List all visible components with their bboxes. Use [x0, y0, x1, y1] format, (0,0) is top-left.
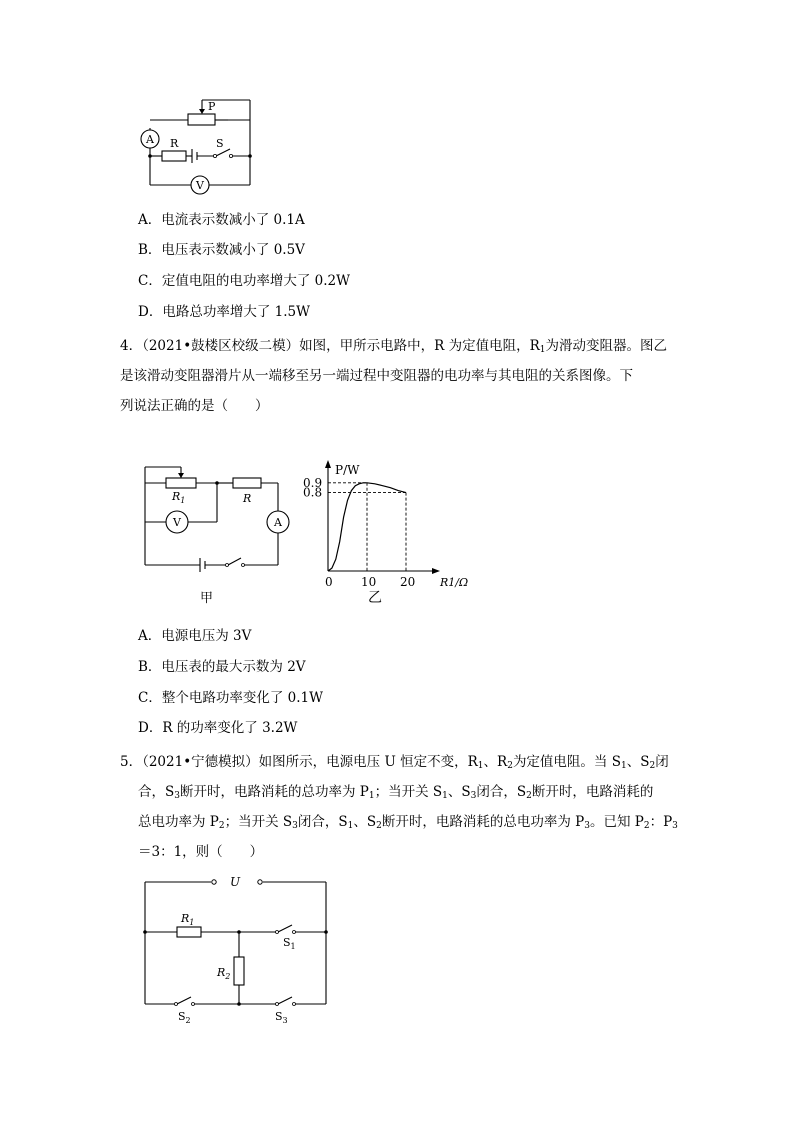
x-axis-label: R1/Ω — [440, 576, 469, 589]
q4-jia-label-r: R — [243, 492, 252, 505]
x-tick-label-2: 20 — [400, 575, 416, 589]
q4-jia-caption: 甲 — [200, 591, 214, 606]
q4-yi-caption: 乙 — [368, 590, 382, 605]
q5-label-u: U — [230, 875, 241, 889]
power-curve — [328, 483, 406, 571]
q5-stem-line-1: 5．（2021•宁德模拟）如图所示，电源电压 U 恒定不变，$R_1$、$R_2$为定值电阻。当 $S_1$、$S_2$闭 — [120, 754, 669, 771]
q4-jia-label-v: V — [173, 516, 181, 529]
q5-label-s1: $S_1$ — [283, 936, 296, 951]
q3-option-a: A．电流表示数减小了 0.1A — [138, 212, 305, 228]
q4-graph-yi — [295, 455, 480, 605]
q4-jia-label-a: A — [274, 516, 282, 529]
q4-jia-label-r1: $R_1$ — [172, 490, 186, 505]
y-tick-label-1: 0.9 — [303, 475, 323, 490]
q4-stem-line-3: 列说法正确的是（ ） — [120, 398, 269, 414]
x-tick-label-1: 10 — [361, 575, 377, 589]
y-tick-label-0: 0.8 — [303, 485, 323, 500]
q4-option-d: D．R 的功率变化了 3.2W — [138, 720, 298, 736]
q5-stem-line-3: 总电功率为 $P_2$；当开关 $S_3$闭合，$S_1$、$S_2$断开时，电路消耗的总电功率为 $P_3$。已知 $P_2$：$P_3$ — [138, 814, 678, 831]
q5-label-s2: $S_2$ — [178, 1010, 191, 1025]
q5-stem-line-2: 合，$S_3$断开时，电路消耗的总功率为 $P_1$；当开关 $S_1$、$S_3$闭合，$S_2$断开时，电路消耗的 — [138, 784, 654, 801]
q4-stem-line-2: 是该滑动变阻器滑片从一端移至另一端过程中变阻器的电功率与其电阻的关系图像。下 — [120, 368, 633, 384]
q3-label-s: S — [216, 137, 224, 150]
q4-option-a: A．电源电压为 3V — [138, 628, 252, 644]
q3-circuit-diagram — [130, 92, 265, 197]
q3-option-c: C．定值电阻的电功率增大了 0.2W — [138, 273, 350, 289]
x-tick-label-0: 0 — [325, 575, 333, 589]
q3-label-p: P — [208, 100, 216, 113]
q3-label-v: V — [196, 179, 204, 192]
q4-stem-line-1: 4．（2021•鼓楼区校级二模）如图，甲所示电路中，R 为定值电阻，$R_1$为滑动变阻器。图乙 — [120, 338, 668, 355]
y-axis-label: P/W — [335, 463, 360, 477]
q5-label-r1: $R_1$ — [181, 912, 195, 927]
q4-circuit-jia — [138, 462, 298, 607]
q3-label-a: A — [146, 133, 154, 146]
q5-circuit-diagram — [138, 870, 338, 1030]
q4-option-b: B．电压表的最大示数为 2V — [138, 659, 306, 675]
q5-stem-line-4: ＝3：1，则（ ） — [138, 844, 264, 860]
q3-option-d: D．电路总功率增大了 1.5W — [138, 304, 310, 320]
q4-option-c: C．整个电路功率变化了 0.1W — [138, 690, 323, 706]
q3-option-b: B．电压表示数减小了 0.5V — [138, 242, 305, 258]
q3-label-r: R — [170, 137, 179, 150]
q5-label-s3: $S_3$ — [275, 1010, 288, 1025]
q5-label-r2: $R_2$ — [217, 966, 231, 981]
